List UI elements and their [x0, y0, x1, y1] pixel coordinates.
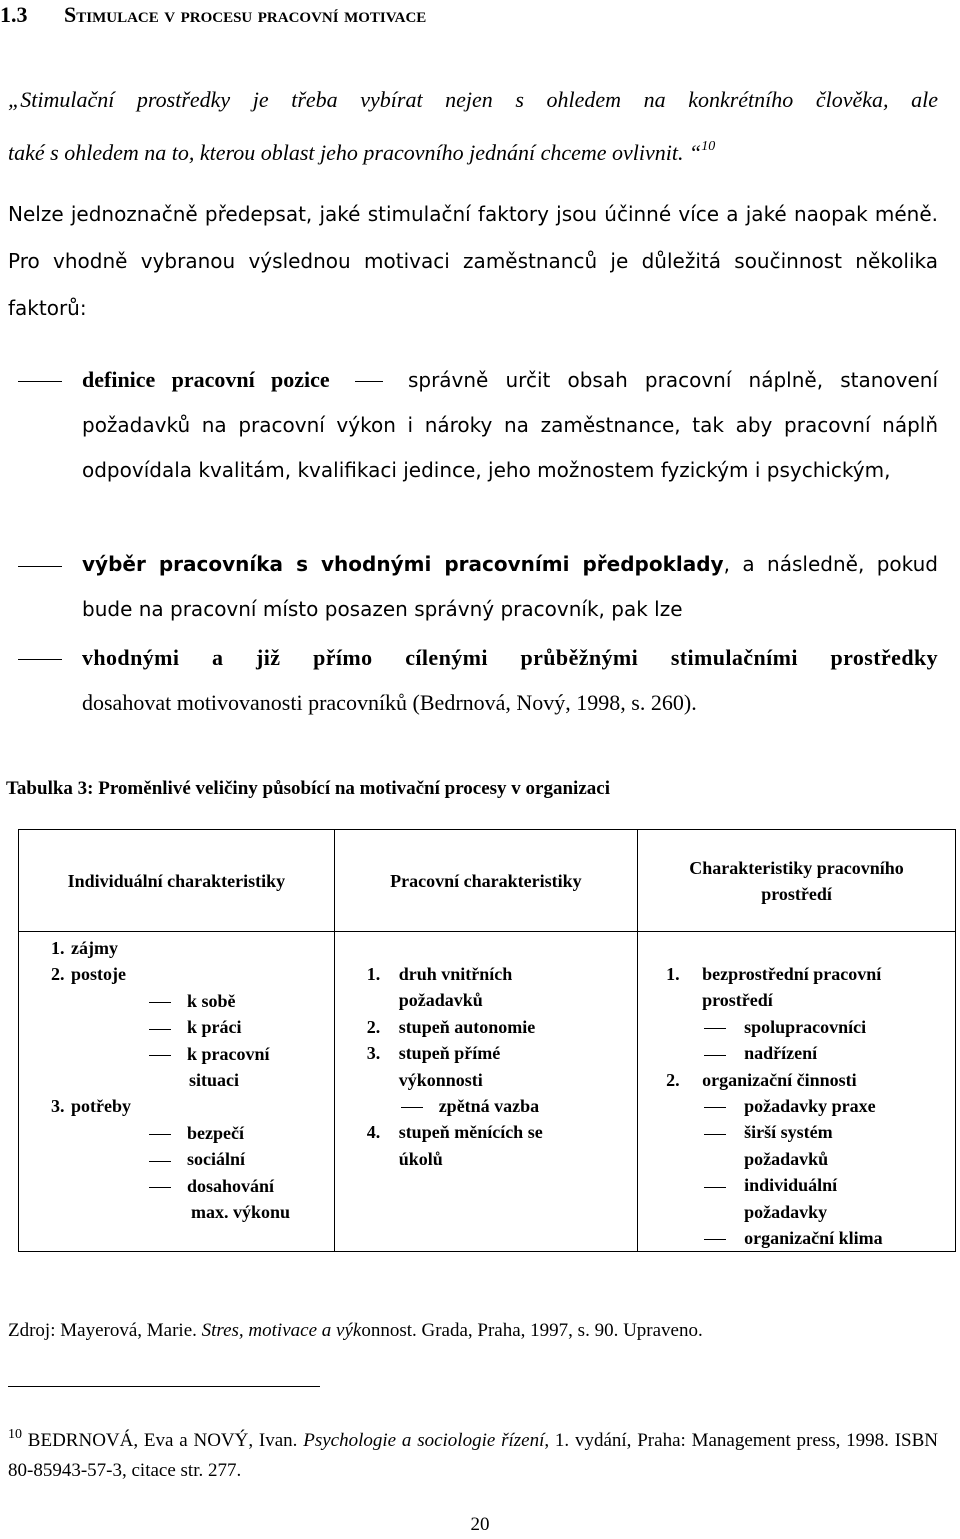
sub-dash — [149, 1134, 171, 1135]
footnote-number: 10 — [8, 1427, 22, 1442]
sub-dash — [704, 1055, 726, 1056]
list-item: vhodnými a již přímo cílenými průběžnými stimulačními prostředky dosahovat motivovanosti pracovníků (Bedrnová, Nový, 1998, s. 260). — [82, 645, 938, 715]
sub-dash — [149, 1161, 171, 1162]
quote-line-2: také s ohledem na to, kterou oblast jeho pracovního jednání chceme ovlivnit. “$^{10}$ — [8, 139, 716, 165]
list-dash — [18, 566, 62, 567]
table-caption: Tabulka 3: Proměnlivé veličiny působící na motivační procesy v organizaci — [6, 778, 610, 799]
sub-dash — [149, 1029, 171, 1030]
quote-paragraph — [8, 76, 938, 176]
table-cell-environment: 1. bezprostřední pracovní prostředí spolupracovníci nadřízení 2. organizační činnosti požadavky praxe širší systém požadavků individuální požadavky organizační klima — [638, 932, 956, 1252]
sub-dash — [704, 1239, 726, 1240]
footnote-ref: 10 — [701, 139, 716, 154]
list-item: definice pracovní pozice správně určit obsah pracovní náplně, stanovení požadavků na pracovní výkon i nároky na zaměstnance, tak aby pracovní náplň odpovídala kvalitám, kvalifikaci jedince, jeho možnostem fyzickým i psychickým, — [82, 367, 939, 482]
sub-dash — [704, 1187, 726, 1188]
list-dash — [18, 659, 62, 660]
quote-line-1: „Stimulační prostředky je třeba vybírat nejen s ohledem na konkrétního člověka, ale — [8, 87, 938, 112]
list-item: výběr pracovníka s vhodnými pracovními předpoklady, a následně, pokud bude na pracovní místo posazen správný pracovník, pak lze — [82, 552, 938, 621]
table-header-row — [19, 830, 956, 932]
table-header-cell: Individuální charakteristiky — [19, 830, 335, 932]
table-source: Zdroj: Mayerová, Marie. Stres, motivace a výkonnost. Grada, Praha, 1997, s. 90. Upraveno. — [8, 1320, 703, 1341]
inline-dash — [355, 381, 383, 382]
sub-dash — [704, 1134, 726, 1135]
section-heading — [0, 2, 426, 28]
list-dash — [18, 381, 62, 382]
section-title: Stimulace v procesu pracovní motivace — [64, 2, 427, 27]
footnote-separator — [8, 1386, 320, 1387]
body-paragraph: Nelze jednoznačně předepsat, jaké stimulační faktory jsou účinné více a jaké naopak méně. Pro vhodně vybranou výslednou motivaci zaměstnanců je důležitá součinnost několika faktorů: — [8, 202, 938, 320]
table-row — [19, 932, 956, 1252]
sub-dash — [149, 1002, 171, 1003]
sub-dash — [704, 1028, 726, 1029]
sub-dash — [401, 1107, 423, 1108]
footnote: $^{10}$ BEDRNOVÁ, Eva a NOVÝ, Ivan. Psychologie a sociologie řízení, 1. vydání, Praha: Management press, 1998. ISBN 80-85943-57-3, citace str. 277. — [8, 1427, 938, 1481]
sub-dash — [149, 1055, 171, 1056]
sub-dash — [149, 1187, 171, 1188]
table-cell-work: 1. druh vnitřních požadavků 2. stupeň autonomie 3. stupeň přímé výkonnosti zpětná vazba 4. stupeň měnících se úkolů — [334, 932, 637, 1252]
characteristics-table — [18, 829, 956, 1252]
sub-dash — [704, 1107, 726, 1108]
table-cell-individual: 1. zájmy 2. postoje k sobě k práci k pracovní situaci 3. potřeby bezpečí sociální dosahování max. výkonu — [19, 932, 335, 1252]
table-header-cell: Pracovní charakteristiky — [334, 830, 637, 932]
table-header-cell: Charakteristiky pracovního prostředí — [638, 830, 956, 932]
section-number: 1.3 — [0, 2, 28, 27]
page-number: 20 — [470, 1514, 490, 1535]
